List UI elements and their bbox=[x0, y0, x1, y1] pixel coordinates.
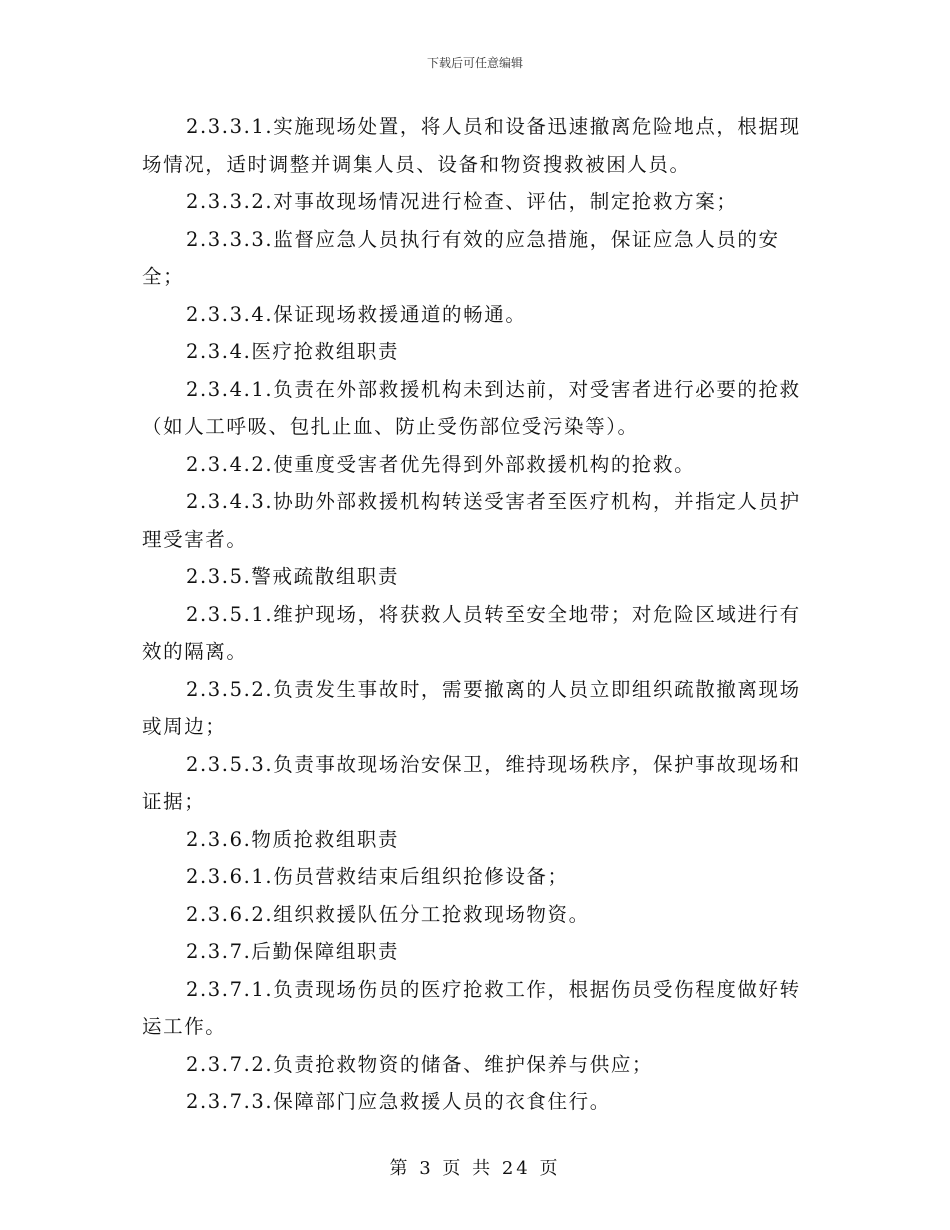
paragraph-2-3-3-1: 2.3.3.1.实施现场处置，将人员和设备迅速撤离危险地点，根据现场情况，适时调整并调集人员、设备和物资搜救被困人员。 bbox=[142, 115, 801, 176]
paragraph-2-3-7-1: 2.3.7.1.负责现场伤员的医疗抢救工作，根据伤员受伤程度做好转运工作。 bbox=[142, 977, 801, 1038]
paragraph-2-3-7-3: 2.3.7.3.保障部门应急救援人员的衣食住行。 bbox=[186, 1090, 611, 1113]
paragraph-2-3-6-1: 2.3.6.1.伤员营救结束后组织抢修设备； bbox=[186, 865, 569, 888]
paragraph-2-3-4-2: 2.3.4.2.使重度受害者优先得到外部救援机构的抢救。 bbox=[186, 452, 696, 476]
paragraph-2-3-3-3: 2.3.3.3.监督应急人员执行有效的应急措施，保证应急人员的安全； bbox=[142, 227, 780, 288]
paragraph-2-3-5-3: 2.3.5.3.负责事故现场治安保卫，维持现场秩序，保护事故现场和证据； bbox=[142, 752, 801, 813]
paragraph-2-3-7-2: 2.3.7.2.负责抢救物资的储备、维护保养与供应； bbox=[186, 1052, 654, 1076]
paragraph-2-3-3-4: 2.3.3.4.保证现场救援通道的畅通。 bbox=[186, 302, 527, 326]
paragraph-2-3-4-3: 2.3.4.3.协助外部救援机构转送受害者至医疗机构，并指定人员护理受害者。 bbox=[142, 490, 801, 551]
heading-2-3-7: 2.3.7.后勤保障组职责 bbox=[186, 940, 400, 963]
page-footer: 第 3 页 共 24 页 bbox=[389, 1158, 561, 1179]
heading-2-3-4: 2.3.4.医疗抢救组职责 bbox=[186, 340, 400, 363]
page-header: 下载后可任意编辑 bbox=[426, 56, 523, 70]
paragraph-2-3-3-2: 2.3.3.2.对事故现场情况进行检查、评估，制定抢救方案； bbox=[186, 190, 738, 213]
paragraph-2-3-5-2: 2.3.5.2.负责发生事故时，需要撤离的人员立即组织疏散撤离现场或周边； bbox=[142, 677, 801, 738]
heading-2-3-6: 2.3.6.物质抢救组职责 bbox=[186, 827, 400, 851]
heading-2-3-5: 2.3.5.警戒疏散组职责 bbox=[186, 565, 400, 588]
paragraph-2-3-6-2: 2.3.6.2.组织救援队伍分工抢救现场物资。 bbox=[186, 902, 590, 926]
paragraph-2-3-5-1: 2.3.5.1.维护现场，将获救人员转至安全地带；对危险区域进行有效的隔离。 bbox=[142, 602, 801, 663]
document-body bbox=[142, 108, 802, 1121]
paragraph-2-3-4-1: 2.3.4.1.负责在外部救援机构未到达前，对受害者进行必要的抢救（如人工呼吸、包扎止血、防止受伤部位受污染等）。 bbox=[142, 377, 801, 438]
